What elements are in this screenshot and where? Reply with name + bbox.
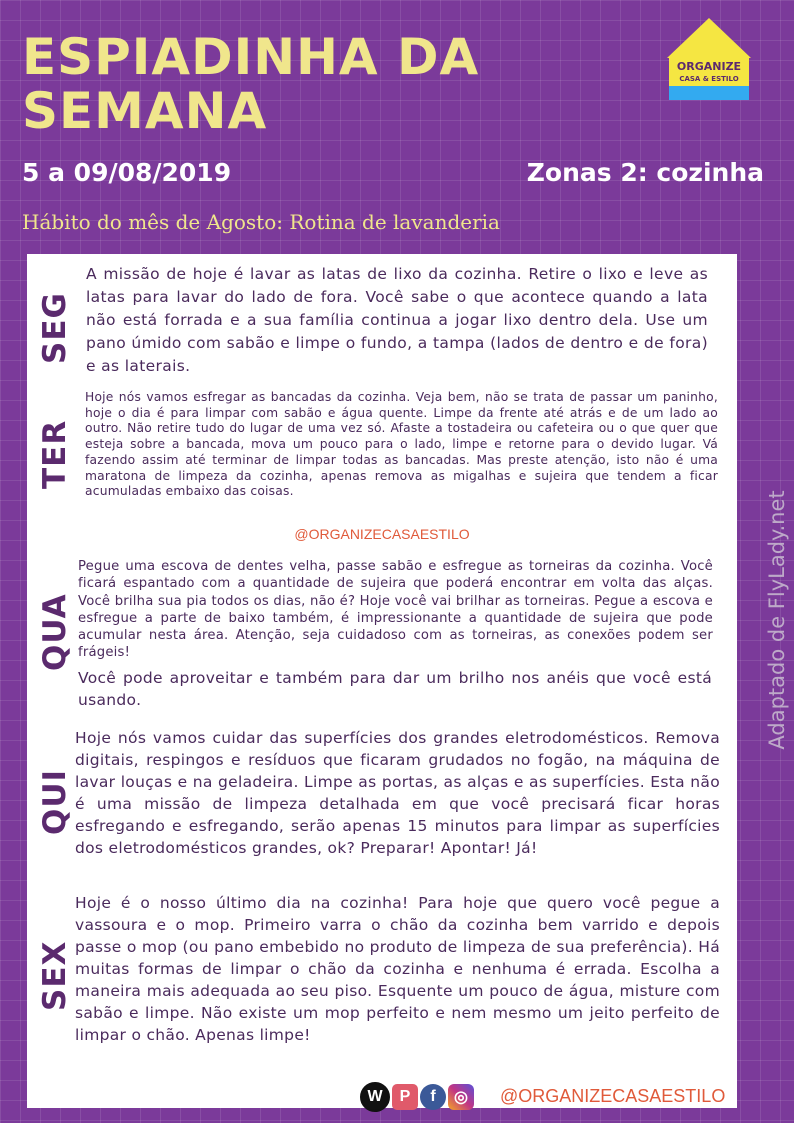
instagram-handle-footer[interactable]: @ORGANIZECASAESTILO [500,1086,726,1106]
schedule-card [27,254,737,1108]
day-label-qua: QUA [37,593,73,671]
habit-of-month: Hábito do mês de Agosto: Rotina de lavanderia [22,210,500,234]
day-label-seg: SEG [37,292,73,364]
source-credit: Adaptado de FlyLady.net [765,490,789,750]
day-text-qui: Hoje nós vamos cuidar das superfícies dos grandes eletrodomésticos. Remova digitais, respingos e resíduos que ficaram grudados no fogão, na máquina de lavar louças e na geladeira. Limpe as portas, as alças e as superfícies. Esta não é uma missão de limpeza detalhada em que você precisará ficar horas esfregando e esfregando, serão apenas 15 minutos para limpar as superfícies dos eletrodomésticos grandes, ok? Preparar! Apontar! Já! [75,729,720,857]
page-title [22,30,479,138]
day-label-ter: TER [37,419,73,489]
title-line-1: ESPIADINHA DA [22,28,480,86]
title-line-2: SEMANA [22,82,268,140]
zone-label: Zonas 2: cozinha [526,158,764,187]
pinterest-icon[interactable]: P [392,1084,418,1110]
day-text-qua-extra: Você pode aproveitar e também para dar um brilho nos anéis que você está usando. [78,669,712,709]
logo-line-2: CASA & ESTILO [679,75,739,83]
social-icons [360,1082,474,1112]
instagram-icon[interactable]: ◎ [448,1084,474,1110]
day-text-ter: Hoje nós vamos esfregar as bancadas da cozinha. Veja bem, não se trata de passar um paninho, hoje o dia é para limpar com sabão e água quente. Limpe da frente até atrás e de um lado ao outro. Não retire tudo do lugar de uma vez só. Afaste a tostadeira ou cafeteira ou o que quer que esteja sobre a bancada, mova um pouco para o lado, limpe e retorne para o devido lugar. Vá fazendo assim até terminar de limpar todas as bancadas. Mas preste atenção, isto não é uma maratona de limpeza da cozinha, apenas remova as migalhas e sujeira que tendem a ficar acumuladas embaixo das coisas. [85,390,718,499]
day-text-qua: Pegue uma escova de dentes velha, passe sabão e esfregue as torneiras da cozinha. Você ficará espantado com a quantidade de sujeira que poderá encontrar em volta das alças. Você brilha sua pia todos os dias, não é? Hoje você vai brilhar as torneiras. Pegue a escova e esfregue a parte de baixo também, é impressionante a quantidade de sujeira que pode acumular nesta área. Atenção, seja cuidadoso com as torneiras, as conexões podem ser frágeis! [78,559,713,661]
instagram-handle-mid: @ORGANIZECASAESTILO [294,526,470,542]
day-text-sex: Hoje é o nosso último dia na cozinha! Para hoje que quero você pegue a vassoura e o mop. Primeiro varra o chão da cozinha bem varrido e depois passe o mop (ou pano embebido no produto de limpeza de sua preferência). Há muitas formas de limpar o chão da cozinha e nenhuma é errada. Escolha a maneira mais adequada ao seu piso. Esquente um pouco de água, misture com sabão e limpe. Não existe um mop perfeito e nem mesmo um jeito perfeito de limpar o chão. Apenas limpe! [75,894,720,1044]
wordpress-icon[interactable]: W [360,1082,390,1112]
day-label-qui: QUI [37,768,73,836]
week-dates: 5 a 09/08/2019 [22,158,232,187]
facebook-icon[interactable]: f [420,1084,446,1110]
day-text-seg: A missão de hoje é lavar as latas de lixo da cozinha. Retire o lixo e leve as latas para lavar do lado de fora. Você sabe o que acontece quando a lata não está forrada e a sua família continua a jogar lixo dentro dela. Use um pano úmido com sabão e limpe o fundo, a tampa (lados de dentro e de fora) e as laterais. [86,265,708,375]
day-label-sex: SEX [37,940,73,1012]
logo-line-1: ORGANIZE [676,60,742,73]
brand-logo [667,18,751,102]
